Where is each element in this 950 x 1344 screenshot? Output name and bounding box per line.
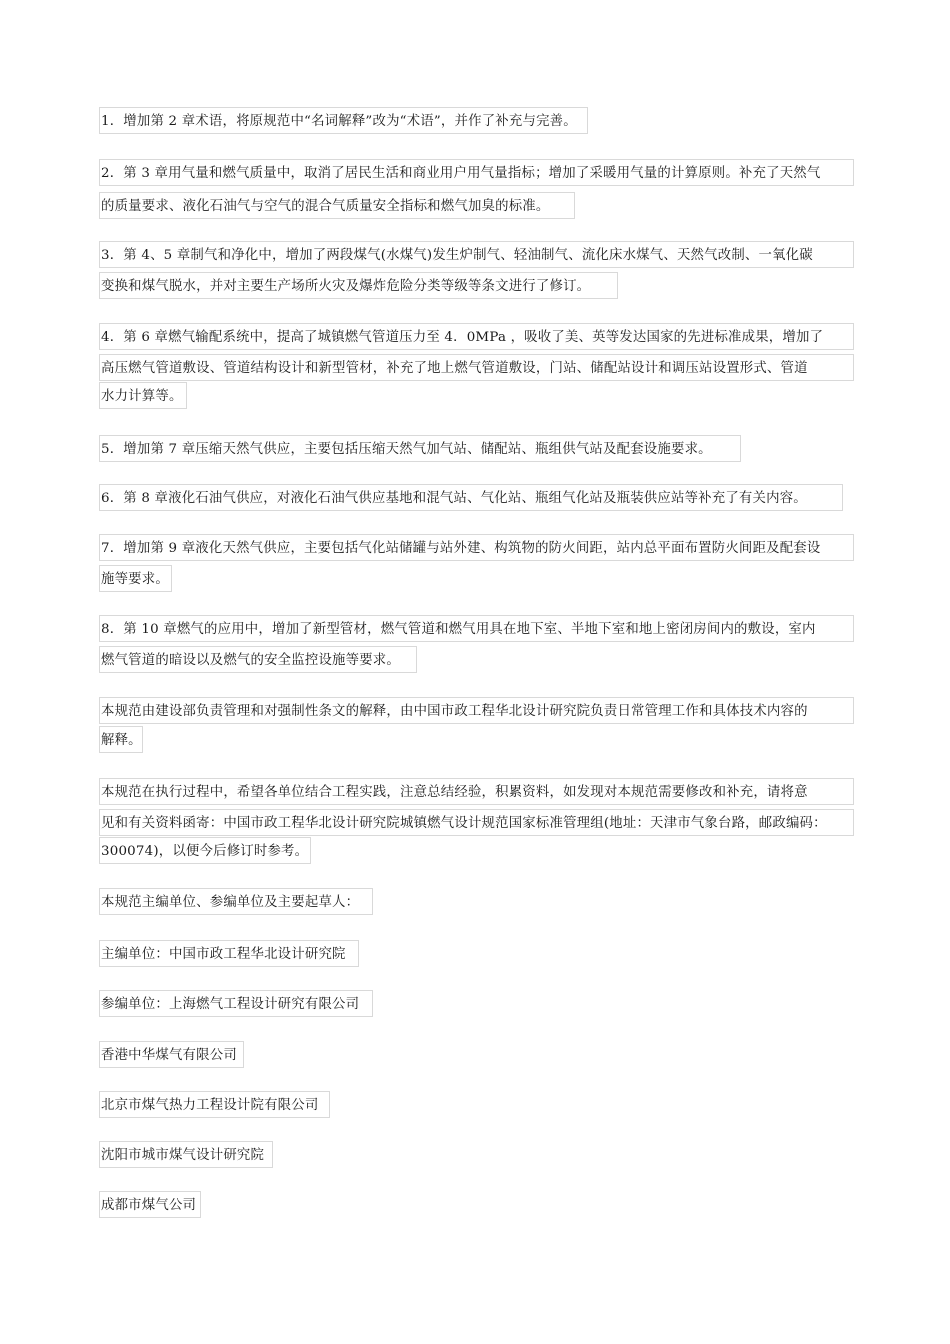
text-line: 高压燃气管道敷设、管道结构设计和新型管材，补充了地上燃气管道敷设，门站、储配站设计和调压站设置形式、管道	[99, 354, 854, 381]
text-line: 主编单位：中国市政工程华北设计研究院	[99, 940, 359, 967]
text-line: 北京市煤气热力工程设计院有限公司	[99, 1091, 330, 1118]
text-line: 见和有关资料函寄：中国市政工程华北设计研究院城镇燃气设计规范国家标准管理组(地址：天津市气象台路，邮政编码：	[99, 809, 854, 836]
text-line: 成都市煤气公司	[99, 1191, 201, 1218]
text-line: 3．第 4、5 章制气和净化中，增加了两段煤气(水煤气)发生炉制气、轻油制气、流化床水煤气、天然气改制、一氧化碳	[99, 241, 854, 268]
text-line: 2．第 3 章用气量和燃气质量中，取消了居民生活和商业用户用气量指标；增加了采暖用气量的计算原则。补充了天然气	[99, 159, 854, 186]
text-line: 7．增加第 9 章液化天然气供应，主要包括气化站储罐与站外建、构筑物的防火间距，站内总平面布置防火间距及配套设	[99, 534, 854, 561]
text-line: 的质量要求、液化石油气与空气的混合气质量安全指标和燃气加臭的标准。	[99, 192, 575, 219]
text-line: 沈阳市城市煤气设计研究院	[99, 1141, 273, 1168]
text-line: 本规范主编单位、参编单位及主要起草人：	[99, 888, 373, 915]
text-line: 8．第 10 章燃气的应用中，增加了新型管材，燃气管道和燃气用具在地下室、半地下室和地上密闭房间内的敷设，室内	[99, 615, 854, 642]
text-line: 1．增加第 2 章术语，将原规范中“名词解释”改为“术语”，并作了补充与完善。	[99, 107, 588, 134]
text-line: 本规范由建设部负责管理和对强制性条文的解释，由中国市政工程华北设计研究院负责日常管理工作和具体技术内容的	[99, 697, 854, 724]
text-line: 香港中华煤气有限公司	[99, 1041, 244, 1068]
text-line: 5．增加第 7 章压缩天然气供应，主要包括压缩天然气加气站、储配站、瓶组供气站及配套设施要求。	[99, 435, 741, 462]
text-line: 4．第 6 章燃气输配系统中，提高了城镇燃气管道压力至 4．0MPa ，吸收了美、英等发达国家的先进标准成果，增加了	[99, 323, 854, 350]
text-line: 300074)，以便今后修订时参考。	[99, 837, 311, 864]
text-line: 参编单位：上海燃气工程设计研究有限公司	[99, 990, 373, 1017]
text-line: 解释。	[99, 726, 143, 753]
text-line: 6．第 8 章液化石油气供应，对液化石油气供应基地和混气站、气化站、瓶组气化站及瓶装供应站等补充了有关内容。	[99, 484, 843, 511]
text-line: 水力计算等。	[99, 382, 187, 409]
text-line: 燃气管道的暗设以及燃气的安全监控设施等要求。	[99, 646, 417, 673]
text-line: 施等要求。	[99, 565, 172, 592]
text-line: 本规范在执行过程中，希望各单位结合工程实践，注意总结经验，积累资料，如发现对本规范需要修改和补充，请将意	[99, 778, 854, 805]
text-line: 变换和煤气脱水，并对主要生产场所火灾及爆炸危险分类等级等条文进行了修订。	[99, 272, 618, 299]
